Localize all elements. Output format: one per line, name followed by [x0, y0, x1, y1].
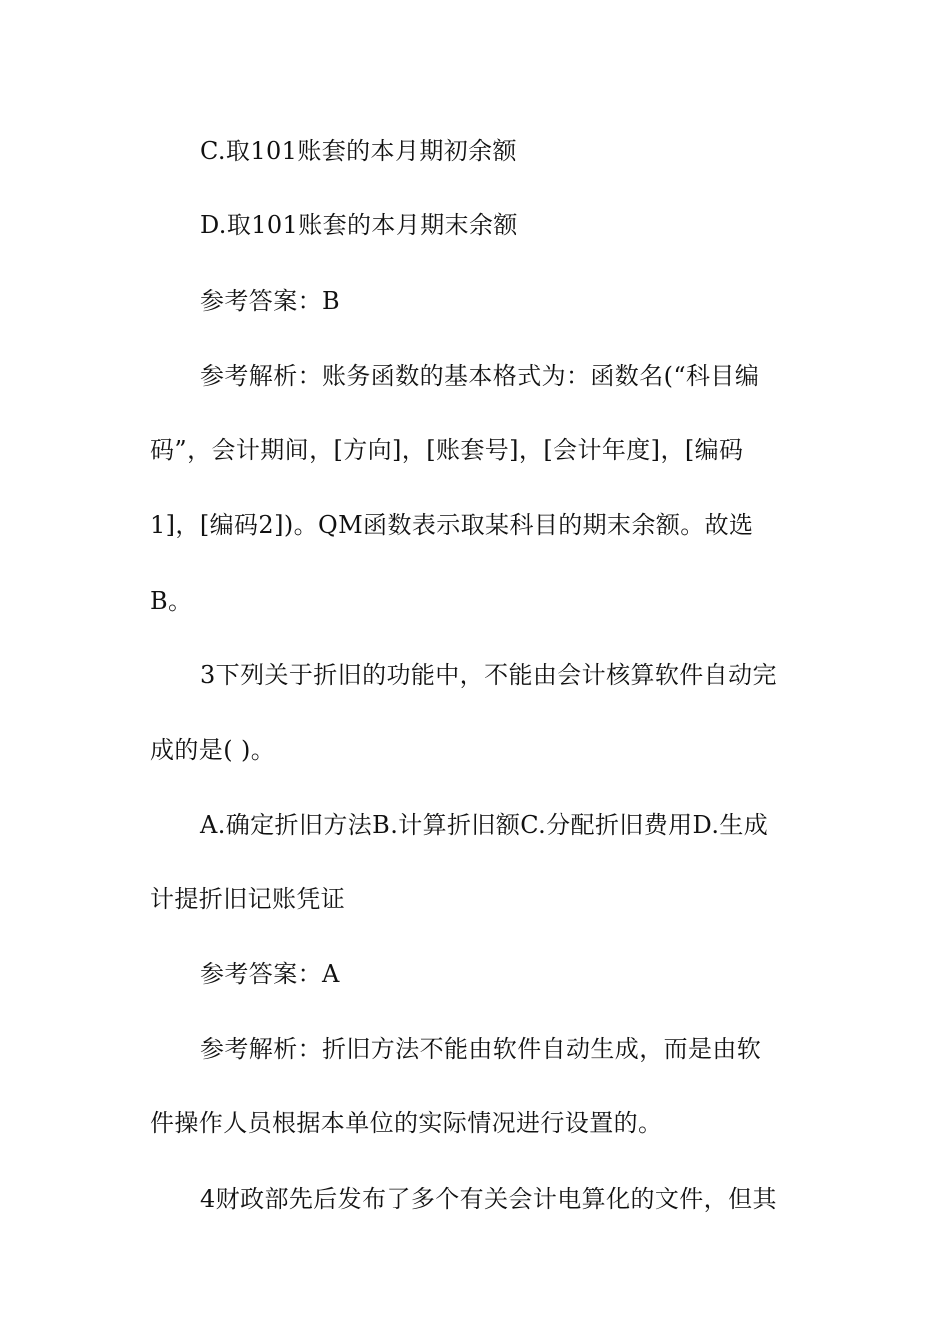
options-q3-line-2: 计提折旧记账凭证 — [150, 885, 346, 913]
answer-q3: 参考答案：A — [200, 960, 340, 988]
explanation-q3-line-2: 件操作人员根据本单位的实际情况进行设置的。 — [150, 1109, 663, 1137]
explanation-q2-line-1: 参考解析：账务函数的基本格式为：函数名(“科目编 — [200, 362, 760, 390]
option-d: D.取101账套的本月期末余额 — [200, 211, 518, 239]
explanation-q2-line-3: 1]，[编码2])。QM函数表示取某科目的期末余额。故选 — [150, 511, 754, 539]
question-3-line-1: 3下列关于折旧的功能中，不能由会计核算软件自动完 — [200, 661, 777, 689]
question-4-line-1: 4财政部先后发布了多个有关会计电算化的文件，但其 — [200, 1185, 777, 1213]
question-3-line-2: 成的是( )。 — [150, 736, 276, 764]
explanation-q3-line-1: 参考解析：折旧方法不能由软件自动生成，而是由软 — [200, 1035, 762, 1063]
explanation-q2-line-4: B。 — [150, 587, 193, 615]
options-q3-line-1: A.确定折旧方法B.计算折旧额C.分配折旧费用D.生成 — [200, 811, 769, 839]
option-c: C.取101账套的本月期初余额 — [200, 137, 517, 165]
explanation-q2-line-2: 码”，会计期间，[方向]，[账套号]，[会计年度]，[编码 — [150, 436, 744, 464]
answer-q2: 参考答案：B — [200, 287, 341, 315]
